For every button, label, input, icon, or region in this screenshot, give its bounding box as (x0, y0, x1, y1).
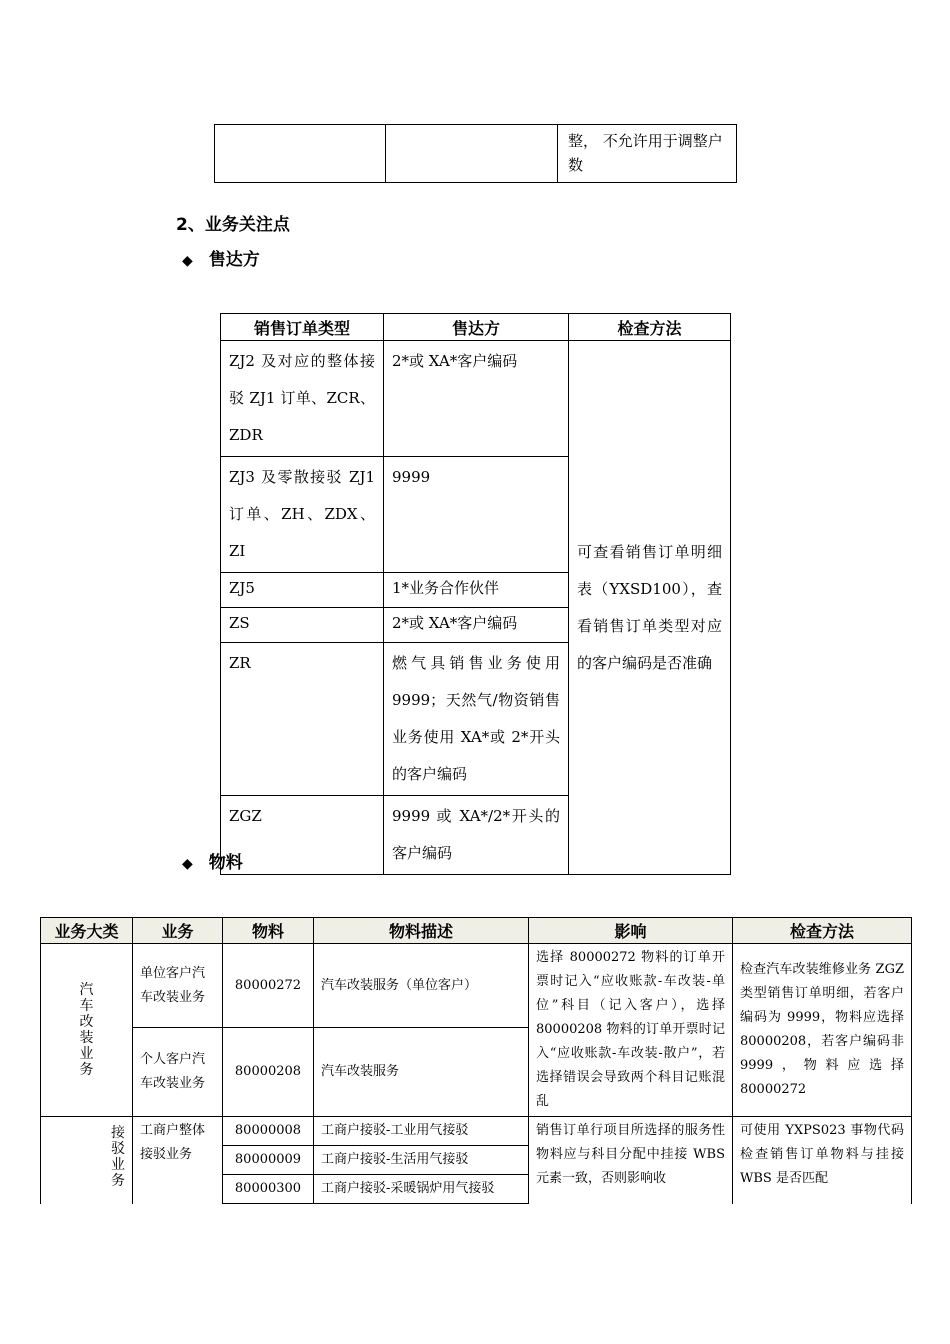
category-cell (41, 1117, 133, 1204)
impact-cell: 销售订单行项目所选择的服务性物料应与科目分配中挂接 WBS 元素一致，否则影响收 (529, 1117, 733, 1204)
order-type-cell: ZJ5 (221, 573, 384, 608)
material-code-cell: 80000009 (223, 1146, 314, 1175)
table-row (41, 1117, 912, 1146)
table-header-row (41, 918, 912, 944)
subsection-material-label: 物料 (208, 853, 243, 873)
check-method-cell: 检查汽车改装维修业务 ZGZ 类型销售订单明细，若客户编码为 9999，物料应选择 80000208，若客户编码非 9999，物料应选择 80000272 (733, 944, 912, 1117)
order-type-cell: ZR (221, 643, 384, 796)
subsection-material (182, 848, 243, 873)
seller-cell: 1*业务合作伙伴 (384, 573, 569, 608)
section-title: 2、业务关注点 (176, 215, 290, 235)
material-desc-cell: 工商户接驳-采暖锅炉用气接驳 (314, 1175, 529, 1204)
diamond-bullet-icon: ◆ (182, 856, 193, 872)
business-cell: 单位客户汽车改装业务 (133, 944, 223, 1028)
seller-cell: 燃气具销售业务使用 9999；天然气/物资销售业务使用 XA*或 2*开头的客户编码 (384, 643, 569, 796)
order-type-cell: ZJ3 及零散接驳 ZJ1 订单、ZH、ZDX、ZI (221, 457, 384, 573)
order-type-cell: ZGZ (221, 796, 384, 875)
column-header: 物料 (223, 918, 314, 944)
column-header: 检查方法 (733, 918, 912, 944)
table-cell: 整， 不允许用于调整户数 (558, 125, 737, 183)
material-code-cell: 80000272 (223, 944, 314, 1028)
material-code-cell: 80000208 (223, 1028, 314, 1117)
table-row (41, 944, 912, 1028)
impact-cell: 选择 80000272 物料的订单开票时记入“应收账款-车改装-单位”科目（记入客户），选择 80000208 物料的订单开票时记入“应收账款-车改装-散户”，若选择错误会导致两个科目记账混乱 (529, 944, 733, 1117)
table-cell (215, 125, 386, 183)
column-header: 物料描述 (314, 918, 529, 944)
material-table (40, 917, 912, 1204)
check-method-cell: 可查看销售订单明细表（YXSD100），查看销售订单类型对应的客户编码是否准确 (569, 341, 731, 875)
subsection-seller (182, 245, 260, 270)
material-code-cell: 80000008 (223, 1117, 314, 1146)
category-cell (41, 944, 133, 1117)
subsection-seller-label: 售达方 (208, 250, 260, 270)
column-header: 业务 (133, 918, 223, 944)
previous-table-fragment (214, 124, 737, 183)
table-header-row (221, 314, 731, 341)
order-type-cell: ZJ2 及对应的整体接驳 ZJ1 订单、ZCR、ZDR (221, 341, 384, 457)
check-method-cell: 可使用 YXPS023 事物代码检查销售订单物料与挂接 WBS 是否匹配 (733, 1117, 912, 1204)
business-cell: 个人客户汽车改装业务 (133, 1028, 223, 1117)
column-header: 售达方 (384, 314, 569, 341)
column-header: 业务大类 (41, 918, 133, 944)
column-header: 检查方法 (569, 314, 731, 341)
material-desc-cell: 工商户接驳-生活用气接驳 (314, 1146, 529, 1175)
order-type-cell: ZS (221, 608, 384, 643)
diamond-bullet-icon: ◆ (182, 253, 193, 269)
business-cell: 工商户整体接驳业务 (133, 1117, 223, 1204)
material-desc-cell: 工商户接驳-工业用气接驳 (314, 1117, 529, 1146)
category-label: 接驳业务 (111, 1125, 125, 1189)
seller-cell: 9999 或 XA*/2*开头的客户编码 (384, 796, 569, 875)
material-desc-cell: 汽车改装服务 (314, 1028, 529, 1117)
column-header: 影响 (529, 918, 733, 944)
seller-cell: 2*或 XA*客户编码 (384, 608, 569, 643)
material-desc-cell: 汽车改装服务（单位客户） (314, 944, 529, 1028)
table-row (221, 341, 731, 457)
seller-table (220, 313, 731, 875)
material-code-cell: 80000300 (223, 1175, 314, 1204)
category-label: 汽车改装业务 (79, 982, 94, 1078)
seller-cell: 2*或 XA*客户编码 (384, 341, 569, 457)
column-header: 销售订单类型 (221, 314, 384, 341)
seller-cell: 9999 (384, 457, 569, 573)
table-row (215, 125, 737, 183)
table-cell (386, 125, 558, 183)
